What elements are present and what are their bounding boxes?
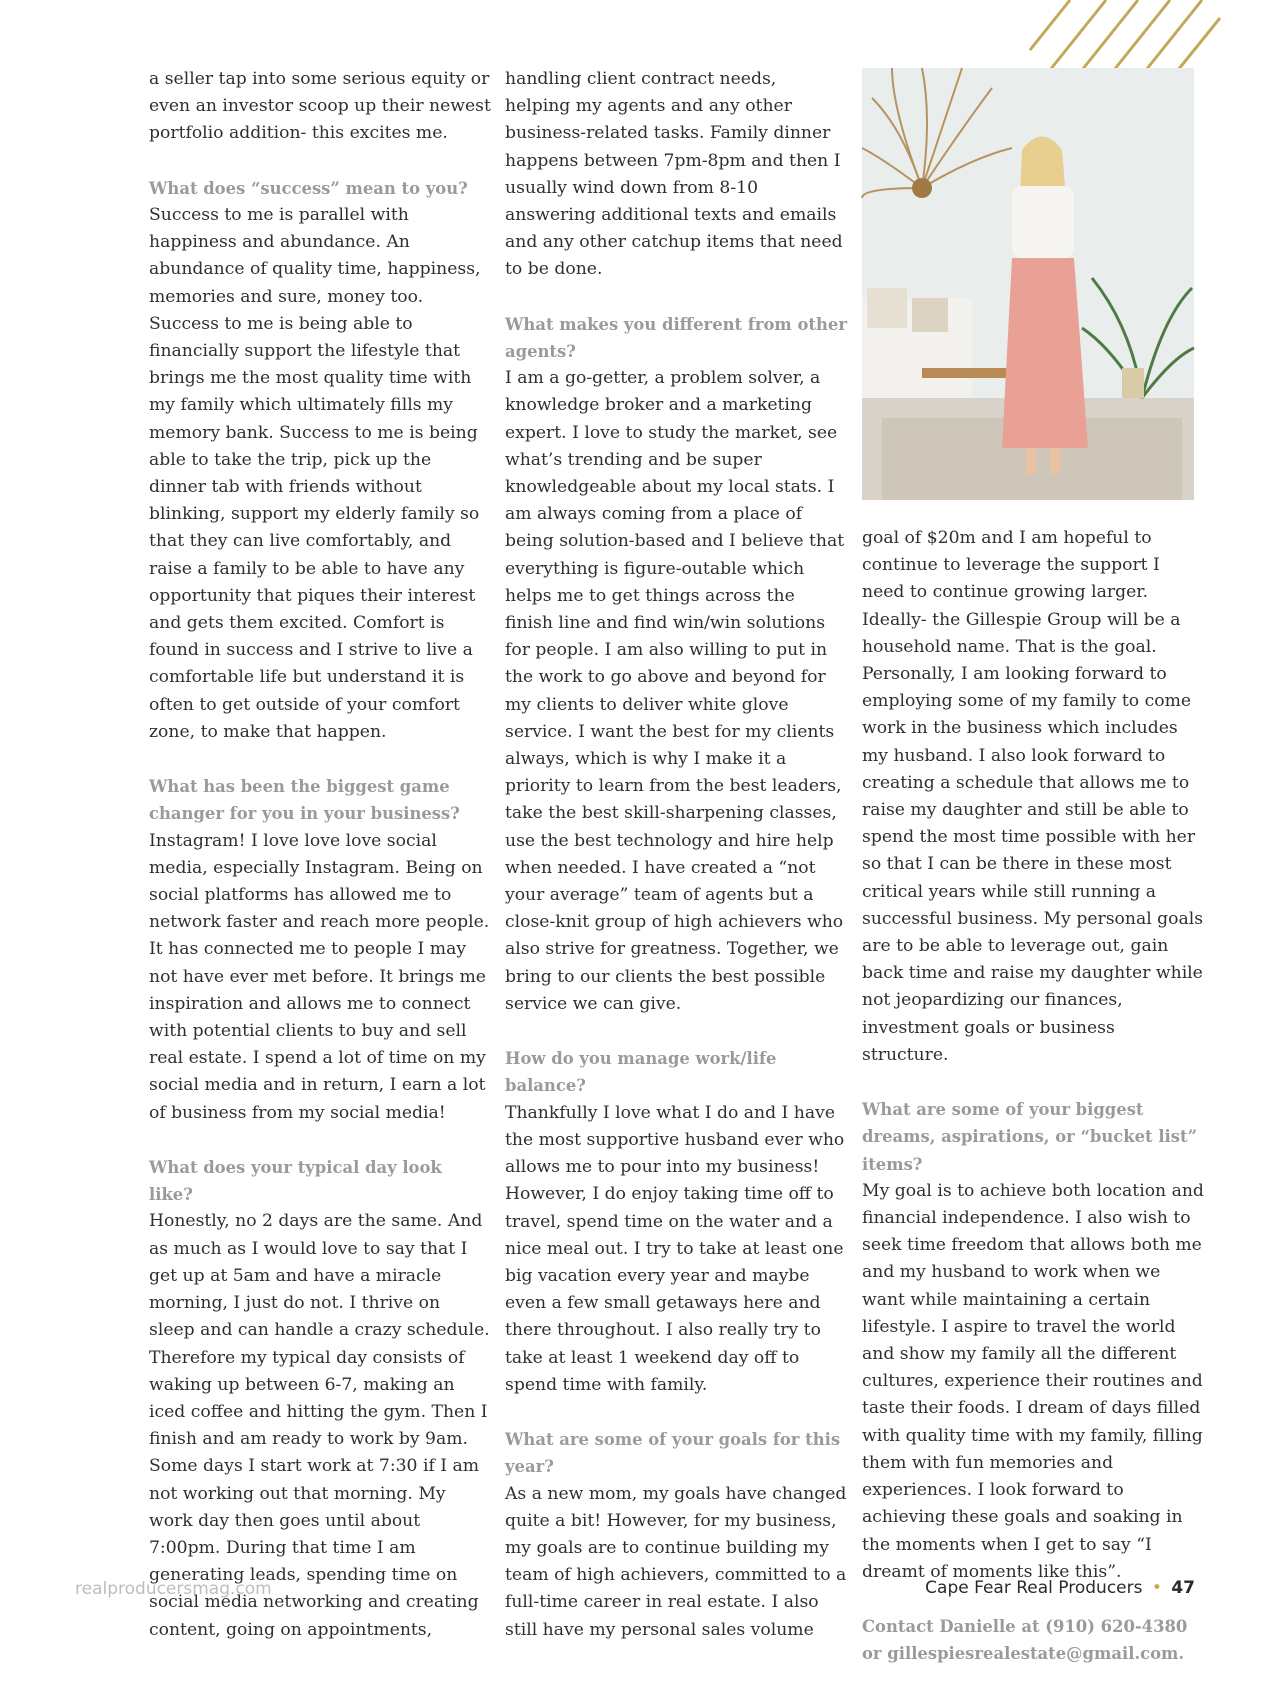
answer-text: My goal is to achieve both location and financial independence. I also wish to seek time freedom that allows both me and my husband to work when we want while maintaining a certain lifestyle. I aspire to travel the world and show my family all the different cultures, experience their routines and taste their foods. I dream of days filled with quality time with my family, filling them with fun memories and experiences. I look forward to achieving these goals and soaking in the moments when I get to say “I dreamt of moments like this”.: [862, 1180, 1204, 1582]
answer-block: goal of $20m and I am hopeful to continue to leverage the support I need to continue growing larger. Ideally- the Gillespie Group will be a household name. That is the goal. Personally, I am looking forward to employing some of my family to come work in the business which includes my husband. I also look forward to creating a schedule that allows me to raise my daughter and still be able to spend the most time possible with her so that I can be there in these most critical years while still running a successful business. My personal goals are to be able to leverage out, gain back time and raise my daughter while not jeopardizing our finances, investment goals or business structure.: [862, 528, 1204, 1065]
answer-block: a seller tap into some serious equity or even an investor scoop up their newest portfolio addition- this excites me.: [149, 69, 491, 144]
question-heading: What are some of your biggest dreams, aspirations, or “bucket list” items?: [862, 1100, 1198, 1174]
qa-block: [505, 311, 847, 1018]
answer-text: Success to me is parallel with happiness and abundance. An abundance of quality time, happiness, memories and sure, money too. Success to me is being able to financially support the lifestyle that brings me the most quality time with my family which ultimately fills my memory bank. Success to me is being able to take the trip, pick up the dinner tab with friends without blinking, support my elderly family so that they can live comfortably, and raise a family to be able to have any opportunity that piques their interest and gets them excited. Comfort is found in success and I strive to live a comfortable life but understand it is often to get outside of your comfort zone, to make that happen.: [149, 205, 481, 742]
answer-block: handling client contract needs, helping my agents and any other business-related tasks. Family dinner happens between 7pm-8pm and then I usually wind down from 8-10 answering additional texts and emails and any other catchup items that need to be done.: [505, 69, 843, 280]
article-column-2: [505, 66, 847, 1671]
qa-block: [149, 773, 491, 1127]
diagonal-stripes-decoration: [1030, 0, 1220, 70]
contact-info: Contact Danielle at (910) 620-4380 or gillespiesrealestate@gmail.com.: [862, 1617, 1188, 1664]
article-column-3: [862, 525, 1204, 1695]
question-heading: How do you manage work/life balance?: [505, 1049, 777, 1096]
portrait-photo: [862, 68, 1194, 500]
answer-text: Honestly, no 2 days are the same. And as much as I would love to say that I get up at 5am and have a miracle morning, I just do not. I thrive on sleep and can handle a crazy schedule. Therefore my typical day consists of waking up between 6-7, making an iced coffee and hitting the gym. Then I finish and am ready to work by 9am. Some days I start work at 7:30 if I am not working out that morning. My work day then goes until about 7:00pm. During that time I am generating leads, spending time on social media networking and creating content, going on appointments,: [149, 1211, 490, 1640]
qa-block: [862, 1096, 1204, 1586]
answer-text: Instagram! I love love love social media, especially Instagram. Being on social platforms has allowed me to network faster and reach more people. It has connected me to people I may not have ever met before. It brings me inspiration and allows me to connect with potential clients to buy and sell real estate. I spend a lot of time on my social media and in return, I earn a lot of business from my social media!: [149, 830, 490, 1123]
qa-block: [149, 175, 491, 746]
question-heading: What makes you different from other agents?: [505, 314, 847, 362]
answer-text: As a new mom, my goals have changed quite a bit! However, for my business, my goals are to continue building my team of high achievers, committed to a full-time career in real estate. I also still have my personal sales volume: [505, 1483, 847, 1640]
answer-text: I am a go-getter, a problem solver, a knowledge broker and a marketing expert. I love to study the market, see what’s trending and be super knowledgeable about my local stats. I am always coming from a place of being solution-based and I believe that everything is figure-outable which helps me to get things across the finish line and find win/win solutions for people. I am also willing to put in the work to go above and beyond for my clients to deliver white glove service. I want the best for my clients always, which is why I make it a priority to learn from the best leaders, take the best skill-sharpening classes, use the best technology and hire help when needed. I have created a “not your average” team of agents but a close-knit group of high achievers who also strive for greatness. Together, we bring to our clients the best possible service we can give.: [505, 368, 845, 1014]
publication-name: Cape Fear Real Producers: [925, 1578, 1143, 1598]
qa-block: [505, 1045, 847, 1399]
qa-block: [149, 1154, 491, 1644]
portrait-illustration: [862, 68, 1194, 500]
article-column-1: [149, 66, 491, 1671]
answer-text: Thankfully I love what I do and I have the most supportive husband ever who allows me to pour into my business! However, I do enjoy taking time off to travel, spend time on the water and a nice meal out. I try to take at least one big vacation every year and maybe even a few small getaways here and there throughout. I also really try to take at least 1 weekend day off to spend time with family.: [505, 1102, 845, 1395]
footer-separator: •: [1151, 1578, 1162, 1598]
qa-block: [505, 1426, 847, 1644]
question-heading: What are some of your goals for this year?: [505, 1430, 841, 1477]
question-heading: What does “success” mean to you?: [149, 178, 468, 198]
page-number: 47: [1171, 1578, 1195, 1598]
footer-publication: [925, 1578, 1195, 1598]
question-heading: What does your typical day look like?: [149, 1158, 442, 1205]
question-heading: What has been the biggest game changer for you in your business?: [149, 777, 460, 824]
footer-website: realproducersmag.com: [75, 1579, 272, 1599]
